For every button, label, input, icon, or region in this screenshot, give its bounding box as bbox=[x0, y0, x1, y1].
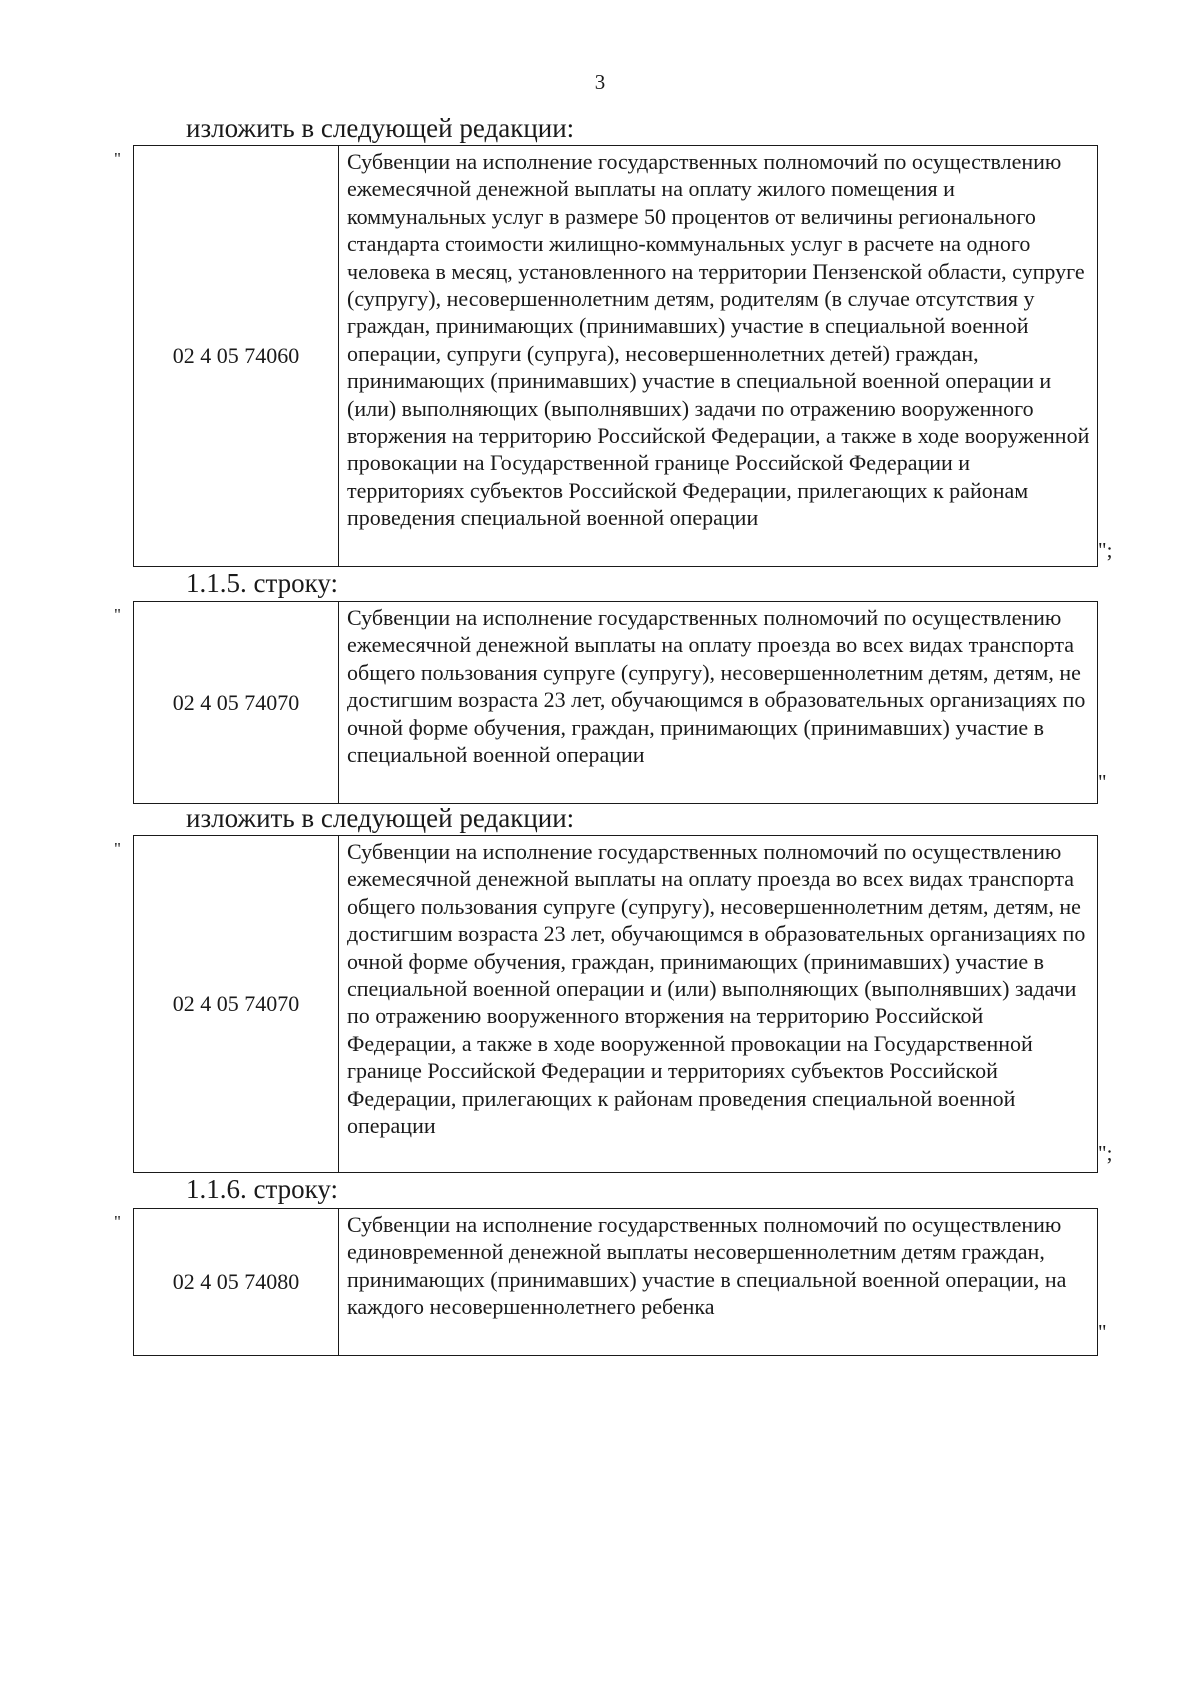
budget-table bbox=[133, 835, 1098, 1173]
closing-quote: " bbox=[1098, 1320, 1107, 1344]
budget-description: Субвенции на исполнение государственных полномочий по осуществлению ежемесячной денежной выплаты на оплату проезда во всех видах транспорта общего пользования супруге (супругу), несовершеннолетним детям, детям, не достигшим возраста 23 лет, обучающимся в образовательных организациях по очной форме обучения, граждан, принимающих (принимавших) участие в специальной военной операции bbox=[339, 602, 1098, 804]
budget-table bbox=[133, 601, 1098, 804]
budget-table bbox=[133, 1208, 1098, 1356]
closing-quote: "; bbox=[1098, 538, 1113, 562]
block-heading: изложить в следующей редакции: bbox=[186, 803, 575, 833]
opening-quote: " bbox=[114, 149, 121, 168]
page-number: 3 bbox=[594, 70, 606, 94]
opening-quote: " bbox=[114, 605, 121, 624]
table-row bbox=[134, 836, 1098, 1173]
budget-code: 02 4 05 74070 bbox=[134, 602, 339, 804]
block-heading: изложить в следующей редакции: bbox=[186, 113, 575, 143]
closing-quote: "; bbox=[1098, 1141, 1113, 1165]
budget-description: Субвенции на исполнение государственных полномочий по осуществлению единовременной денежной выплаты несовершеннолетним детям граждан, принимающих (принимавших) участие в специальной военной операции, на каждого несовершеннолетнего ребенка bbox=[339, 1209, 1098, 1356]
table-row bbox=[134, 146, 1098, 567]
table-row bbox=[134, 1209, 1098, 1356]
closing-quote: " bbox=[1098, 770, 1107, 794]
budget-description: Субвенции на исполнение государственных полномочий по осуществлению ежемесячной денежной выплаты на оплату жилого помещения и коммунальных услуг в размере 50 процентов от величины регионального стандарта стоимости жилищно-коммунальных услуг в расчете на одного человека в месяц, установленного на территории Пензенской области, супруге (супругу), несовершеннолетним детям, родителям (в случае отсутствия у граждан, принимающих (принимавших) участие в специальной военной операции, супруги (супруга), несовершеннолетних детей) граждан, принимающих (принимавших) участие в специальной военной операции и (или) выполняющих (выполнявших) задачи по отражению вооруженного вторжения на территорию Российской Федерации, а также в ходе вооруженной провокации на Государственной границе Российской Федерации и территориях субъектов Российской Федерации, прилегающих к районам проведения специальной военной операции bbox=[339, 146, 1098, 567]
opening-quote: " bbox=[114, 839, 121, 858]
budget-code: 02 4 05 74080 bbox=[134, 1209, 339, 1356]
budget-code: 02 4 05 74070 bbox=[134, 836, 339, 1173]
budget-table bbox=[133, 145, 1098, 567]
table-row bbox=[134, 602, 1098, 804]
opening-quote: " bbox=[114, 1212, 121, 1231]
budget-description: Субвенции на исполнение государственных полномочий по осуществлению ежемесячной денежной выплаты на оплату проезда во всех видах транспорта общего пользования супруге (супругу), несовершеннолетним детям, детям, не достигшим возраста 23 лет, обучающимся в образовательных организациях по очной форме обучения, граждан, принимающих (принимавших) участие в специальной военной операции и (или) выполняющих (выполнявших) задачи по отражению вооруженного вторжения на территорию Российской Федерации, а также в ходе вооруженной провокации на Государственной границе Российской Федерации и территориях субъектов Российской Федерации, прилегающих к районам проведения специальной военной операции bbox=[339, 836, 1098, 1173]
budget-code: 02 4 05 74060 bbox=[134, 146, 339, 567]
block-heading: 1.1.6. строку: bbox=[186, 1174, 338, 1204]
block-heading: 1.1.5. строку: bbox=[186, 568, 338, 598]
